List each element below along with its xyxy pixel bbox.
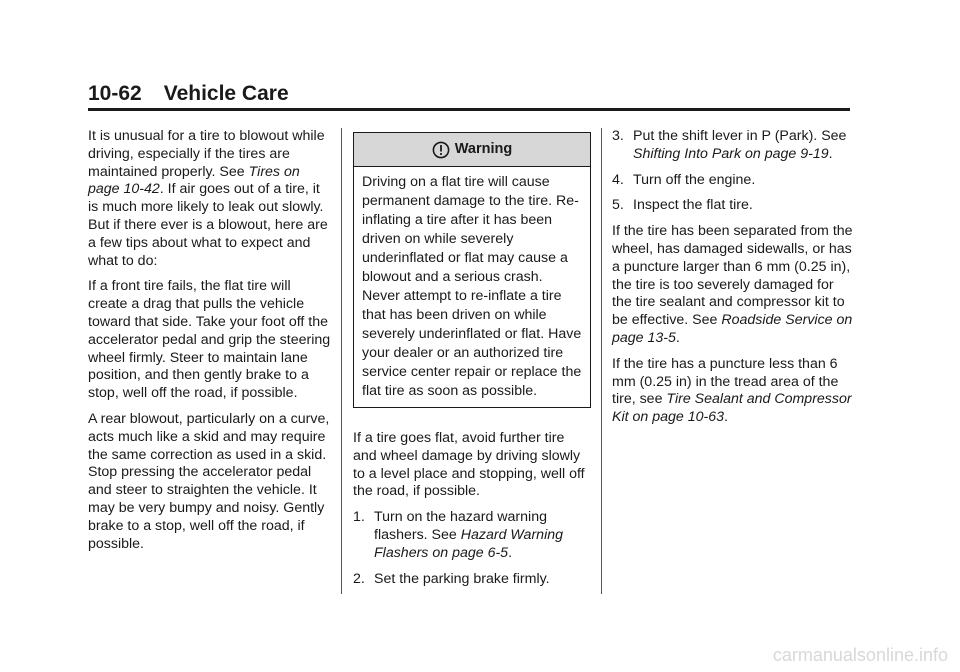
warning-icon — [432, 141, 450, 159]
list-item: 5. Inspect the flat tire. — [612, 197, 753, 214]
page-number: 10-62 — [88, 82, 142, 105]
paragraph: If the tire has a puncture less than 6 mm (0.25 in) in the tread area of the tire, see Tire Sealant and Compressor Kit on page 10-63. — [612, 355, 852, 426]
paragraph: If the tire has been separated from the wheel, has damaged sidewalls, or has a puncture larger than 6 mm (0.25 in), the tire is too severely damaged for the tire sealant and compressor kit to be effective. See Roadside Service on page 13-5. — [612, 223, 853, 346]
paragraph: If a front tire fails, the flat tire will create a drag that pulls the vehicle toward that side. Take your foot off the accelerator pedal and grip the steering wheel firmly. Steer to maintain lane position, and then gently brake to a stop, well off the road, if possible. — [88, 278, 331, 402]
cross-reference-link[interactable]: Tire Sealant and Compressor Kit on page 10-63 — [612, 391, 852, 426]
column-divider — [601, 128, 602, 594]
column-left — [88, 128, 332, 561]
paragraph: It is unusual for a tire to blowout while driving, especially if the tires are maintained properly. See Tires on page 10-42. If air goes out of a tire, it is much more likely to leak out slowly. But if there ever is a blowout, here are a few tips about what to expect and what to do: — [88, 128, 328, 269]
list-item: 3. Put the shift lever in P (Park). See Shifting Into Park on page 9-19. — [612, 128, 847, 162]
warning-header — [354, 133, 590, 167]
cross-reference-link[interactable]: Shifting Into Park on page 9-19 — [633, 145, 829, 162]
list-item: 1. Turn on the hazard warning flashers. See Hazard Warning Flashers on page 6-5. — [353, 509, 563, 561]
cross-reference-link[interactable]: Hazard Warning Flashers on page 6-5 — [374, 526, 563, 561]
page-header — [88, 82, 289, 106]
column-right — [612, 128, 856, 435]
list-item: 2. Set the parking brake firmly. — [353, 570, 550, 587]
warning-title: Warning — [454, 140, 513, 157]
column-middle — [353, 132, 591, 596]
warning-body: Driving on a flat tire will cause permanent damage to the tire. Re-inflating a tire after it has been driven on while severely underinflated or flat may cause a blowout and a serious crash. Never attempt to re-inflate a tire that has been driven on while severely underinflated or flat. Have your dealer or an authorized tire service center repair or replace the flat tire as soon as possible. — [362, 174, 582, 399]
cross-reference-link[interactable]: Roadside Service on page 13-5 — [612, 312, 853, 346]
section-title: Vehicle Care — [163, 82, 289, 105]
list-item: 4. Turn off the engine. — [612, 171, 756, 188]
warning-box — [353, 132, 591, 408]
header-rule — [88, 108, 850, 111]
watermark: carmanualsonline.info — [772, 645, 948, 665]
paragraph: A rear blowout, particularly on a curve, acts much like a skid and may require the same correction as used in a skid. Stop pressing the accelerator pedal and steer to straighten the vehicle. It may be very bumpy and noisy. Gently brake to a stop, well off the road, if possible. — [88, 410, 330, 552]
paragraph: If a tire goes flat, avoid further tire and wheel damage by driving slowly to a level place and stopping, well off the road, if possible. — [353, 430, 585, 500]
column-divider — [341, 128, 342, 594]
cross-reference-link[interactable]: Tires on page 10-42 — [88, 163, 300, 198]
